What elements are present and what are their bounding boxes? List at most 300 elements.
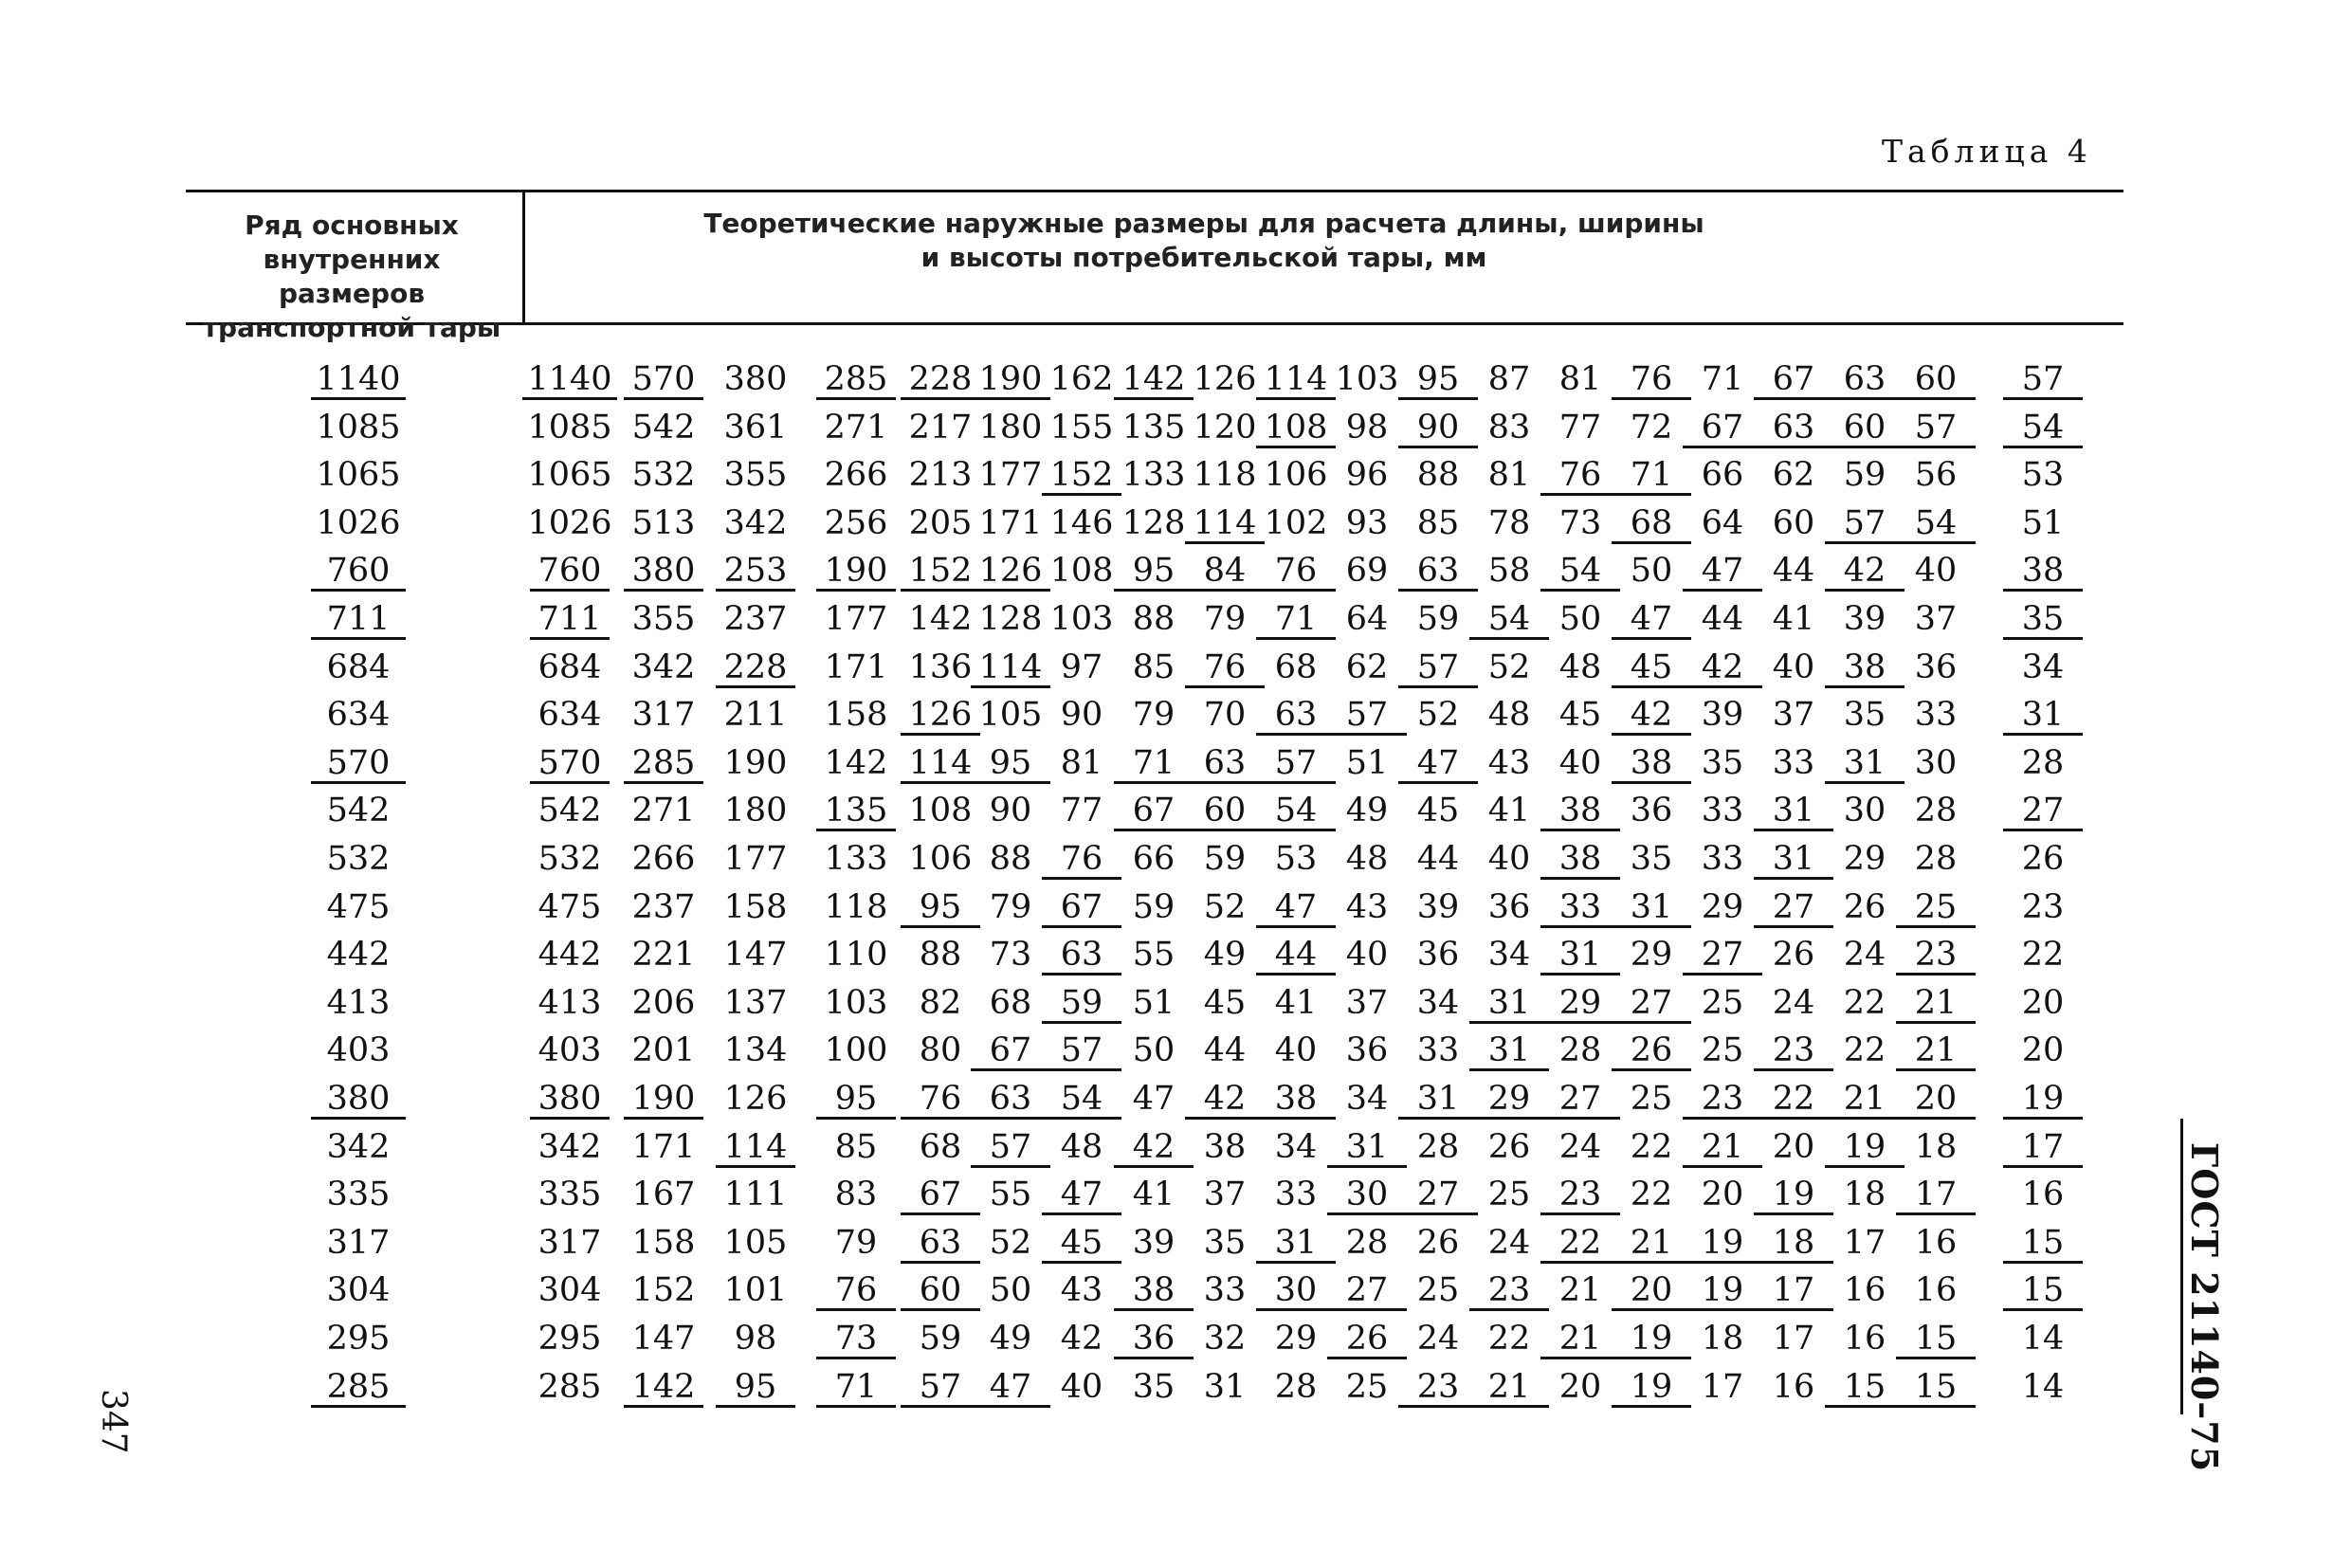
table-cell: 133 <box>824 840 888 878</box>
table-cell: 76 <box>1185 649 1265 688</box>
table-cell: 50 <box>989 1271 1032 1310</box>
table-cell: 76 <box>1540 457 1620 496</box>
table-cell: 98 <box>734 1320 777 1358</box>
table-cell: 63 <box>1256 697 1336 736</box>
table-cell: 42 <box>1612 697 1691 736</box>
table-cell: 38 <box>1203 1127 1247 1166</box>
table-cell: 98 <box>1345 408 1389 447</box>
table-cell: 33 <box>1540 889 1620 928</box>
table-cell: 76 <box>1042 841 1121 880</box>
table-cell: 67 <box>1042 889 1121 928</box>
table-cell: 108 <box>908 792 973 830</box>
table-cell: 15 <box>1896 1321 1976 1359</box>
row-base-size: 1026 <box>316 503 401 542</box>
row-base-size: 542 <box>326 792 391 830</box>
table-cell: 31 <box>1612 889 1691 928</box>
page-number: 347 <box>94 1389 133 1454</box>
table-cell: 126 <box>723 1080 788 1118</box>
table-cell: 15 <box>1825 1369 1904 1408</box>
table-cell: 33 <box>1701 840 1744 878</box>
table-cell: 29 <box>1274 1320 1318 1358</box>
table-cell: 63 <box>1398 553 1478 592</box>
table-cell: 285 <box>624 745 703 784</box>
table-cell: 36 <box>1345 1031 1389 1070</box>
table-cell: 20 <box>1896 1081 1976 1120</box>
table-cell: 76 <box>1612 361 1691 400</box>
table-cell: 25 <box>1487 1176 1531 1214</box>
table-cell: 475 <box>538 887 602 926</box>
table-cell: 147 <box>723 936 788 975</box>
table-cell: 73 <box>816 1321 896 1359</box>
row-base-size: 1085 <box>316 408 401 447</box>
table-cell: 87 <box>1487 360 1531 398</box>
table-cell: 27 <box>1612 985 1691 1024</box>
table-cell: 49 <box>989 1320 1032 1358</box>
table-cell: 47 <box>1683 553 1762 592</box>
table-caption: Таблица 4 <box>1882 133 2092 170</box>
table-cell: 43 <box>1345 887 1389 926</box>
table-cell: 26 <box>1612 1032 1691 1071</box>
table-cell: 43 <box>1060 1271 1103 1310</box>
table-cell: 760 <box>530 553 610 592</box>
table-cell: 21 <box>1896 1032 1976 1071</box>
table-cell: 49 <box>1345 792 1389 830</box>
table-cell: 59 <box>1416 600 1460 638</box>
table-cell: 95 <box>971 745 1050 784</box>
table-cell: 41 <box>1274 983 1318 1022</box>
table-cell: 135 <box>1121 408 1186 447</box>
table-cell: 126 <box>1193 360 1257 398</box>
table-cell: 19 <box>1754 1176 1833 1215</box>
table-cell: 81 <box>1060 743 1103 782</box>
table-cell: 167 <box>631 1176 696 1214</box>
table-cell: 90 <box>1398 410 1478 448</box>
table-cell: 103 <box>824 983 888 1022</box>
table-cell: 37 <box>1914 600 1958 638</box>
table-cell: 70 <box>1203 696 1247 735</box>
table-cell: 37 <box>1345 983 1389 1022</box>
table-cell: 19 <box>1825 1129 1904 1168</box>
table-cell: 63 <box>1042 937 1121 975</box>
table-cell: 26 <box>1327 1321 1407 1359</box>
table-cell: 162 <box>1049 360 1114 398</box>
table-cell: 118 <box>824 887 888 926</box>
table-cell: 31 <box>1754 793 1833 831</box>
table-cell: 42 <box>1185 1081 1265 1120</box>
table-cell: 25 <box>1896 889 1976 928</box>
table-cell: 111 <box>723 1176 788 1214</box>
table-cell: 16 <box>1843 1271 1886 1310</box>
table-cell: 52 <box>989 1223 1032 1262</box>
table-cell: 48 <box>1060 1127 1103 1166</box>
table-cell: 114 <box>971 649 1050 688</box>
table-cell: 85 <box>1416 503 1460 542</box>
side-title-rule <box>2180 1119 2183 1414</box>
table-cell: 21 <box>1683 1129 1762 1168</box>
table-cell: 101 <box>723 1271 788 1310</box>
table-cell: 45 <box>1203 983 1247 1022</box>
table-cell: 63 <box>971 1081 1050 1120</box>
row-base-size: 335 <box>326 1176 391 1214</box>
table-cell: 266 <box>824 456 888 495</box>
table-cell: 77 <box>1558 408 1602 447</box>
table-cell: 26 <box>1416 1223 1460 1262</box>
table-cell: 711 <box>530 601 610 640</box>
table-cell: 68 <box>989 983 1032 1022</box>
table-cell: 79 <box>1203 600 1247 638</box>
table-cell: 34 <box>1487 936 1531 975</box>
table-cell: 361 <box>723 408 788 447</box>
side-title: ГОСТ 21140–75 <box>2183 1142 2226 1473</box>
row-base-size: 711 <box>311 601 406 640</box>
table-cell: 54 <box>1469 601 1549 640</box>
table-cell: 256 <box>824 503 888 542</box>
row-base-size: 1065 <box>316 456 401 495</box>
table-cell: 49 <box>1203 936 1247 975</box>
table-cell: 78 <box>1487 503 1531 542</box>
table-cell: 59 <box>1843 456 1886 495</box>
table-cell: 84 <box>1185 553 1265 592</box>
table-cell: 26 <box>2021 840 2065 878</box>
table-cell: 71 <box>1701 360 1744 398</box>
table-cell: 24 <box>1487 1223 1531 1262</box>
table-cell: 342 <box>538 1127 602 1166</box>
row-base-size: 760 <box>311 553 406 592</box>
table-cell: 60 <box>1896 361 1976 400</box>
table-cell: 58 <box>1487 552 1531 591</box>
table-cell: 39 <box>1843 600 1886 638</box>
table-cell: 35 <box>1630 840 1673 878</box>
table-cell: 20 <box>2021 1031 2065 1070</box>
table-cell: 23 <box>1469 1272 1549 1311</box>
table-cell: 128 <box>978 600 1043 638</box>
table-cell: 28 <box>1558 1031 1602 1070</box>
table-cell: 29 <box>1701 887 1744 926</box>
table-cell: 16 <box>1772 1367 1815 1406</box>
table-cell: 21 <box>1825 1081 1904 1120</box>
table-cell: 36 <box>1630 792 1673 830</box>
table-cell: 33 <box>1914 696 1958 735</box>
table-cell: 103 <box>1049 600 1114 638</box>
table-cell: 1140 <box>522 361 617 400</box>
table-cell: 271 <box>824 408 888 447</box>
table-cell: 21 <box>1469 1369 1549 1408</box>
row-base-size: 684 <box>326 647 391 686</box>
table-cell: 47 <box>1612 601 1691 640</box>
row-base-size: 1140 <box>311 361 406 400</box>
table-cell: 51 <box>2021 503 2065 542</box>
table-cell: 532 <box>631 456 696 495</box>
table-cell: 40 <box>1274 1031 1318 1070</box>
table-cell: 253 <box>716 553 795 592</box>
table-cell: 19 <box>1683 1272 1762 1311</box>
table-cell: 38 <box>2003 553 2083 592</box>
table-cell: 126 <box>971 553 1050 592</box>
table-cell: 211 <box>723 696 788 735</box>
table-cell: 19 <box>1683 1225 1762 1264</box>
table-cell: 22 <box>1843 983 1886 1022</box>
table-cell: 63 <box>901 1225 980 1264</box>
table-cell: 76 <box>901 1081 980 1120</box>
table-cell: 25 <box>1630 1080 1673 1118</box>
table-cell: 17 <box>1754 1272 1833 1311</box>
table-cell: 47 <box>1132 1080 1176 1118</box>
table-cell: 20 <box>2021 983 2065 1022</box>
table-cell: 64 <box>1345 600 1389 638</box>
table-cell: 30 <box>1256 1272 1336 1311</box>
table-cell: 42 <box>1683 649 1762 688</box>
table-cell: 45 <box>1558 696 1602 735</box>
table-cell: 114 <box>1256 361 1336 400</box>
table-cell: 31 <box>1203 1367 1247 1406</box>
table-cell: 171 <box>824 647 888 686</box>
table-cell: 45 <box>1042 1225 1121 1264</box>
table-cell: 83 <box>1487 408 1531 447</box>
table-cell: 152 <box>631 1271 696 1310</box>
table-cell: 20 <box>1701 1176 1744 1214</box>
table-cell: 23 <box>1398 1369 1478 1408</box>
table-cell: 513 <box>631 503 696 542</box>
table-cell: 380 <box>624 553 703 592</box>
table-cell: 47 <box>1398 745 1478 784</box>
table-cell: 206 <box>631 983 696 1022</box>
table-cell: 33 <box>1274 1176 1318 1214</box>
table-cell: 76 <box>1256 553 1336 592</box>
table-cell: 22 <box>1754 1081 1833 1120</box>
table-cell: 158 <box>824 696 888 735</box>
table-cell: 27 <box>1754 889 1833 928</box>
table-cell: 142 <box>824 743 888 782</box>
table-cell: 22 <box>2021 936 2065 975</box>
table-cell: 190 <box>971 361 1050 400</box>
table-cell: 64 <box>1701 503 1744 542</box>
table-cell: 26 <box>1772 936 1815 975</box>
table-cell: 19 <box>1612 1369 1691 1408</box>
table-cell: 36 <box>1914 647 1958 686</box>
table-cell: 31 <box>1754 841 1833 880</box>
table-cell: 35 <box>1843 696 1886 735</box>
table-cell: 24 <box>1416 1320 1460 1358</box>
table-cell: 88 <box>1132 600 1176 638</box>
table-cell: 19 <box>2003 1081 2083 1120</box>
table-cell: 317 <box>631 696 696 735</box>
table-cell: 88 <box>1416 456 1460 495</box>
table-cell: 342 <box>631 647 696 686</box>
table-cell: 380 <box>723 360 788 398</box>
row-base-size: 295 <box>326 1320 391 1358</box>
table-cell: 355 <box>723 456 788 495</box>
table-cell: 59 <box>919 1320 962 1358</box>
table-cell: 29 <box>1843 840 1886 878</box>
table-cell: 40 <box>1060 1367 1103 1406</box>
table-cell: 81 <box>1487 456 1531 495</box>
table-cell: 413 <box>538 983 602 1022</box>
table-cell: 41 <box>1132 1176 1176 1214</box>
table-cell: 27 <box>2003 793 2083 831</box>
table-cell: 66 <box>1132 840 1176 878</box>
table-cell: 79 <box>834 1223 878 1262</box>
table-cell: 31 <box>1540 937 1620 975</box>
table-cell: 59 <box>1042 985 1121 1024</box>
table-cell: 81 <box>1558 360 1602 398</box>
table-cell: 66 <box>1701 456 1744 495</box>
table-cell: 40 <box>1487 840 1531 878</box>
table-cell: 77 <box>1060 792 1103 830</box>
table-cell: 542 <box>538 792 602 830</box>
table-cell: 79 <box>1132 696 1176 735</box>
table-cell: 155 <box>1049 408 1114 447</box>
table-cell: 39 <box>1132 1223 1176 1262</box>
table-cell: 180 <box>723 792 788 830</box>
table-cell: 228 <box>901 361 980 400</box>
table-cell: 28 <box>2021 743 2065 782</box>
table-cell: 24 <box>1843 936 1886 975</box>
table-cell: 177 <box>824 600 888 638</box>
table-cell: 40 <box>1772 647 1815 686</box>
table-cell: 30 <box>1327 1176 1407 1215</box>
table-cell: 35 <box>1203 1223 1247 1262</box>
table-cell: 295 <box>538 1320 602 1358</box>
table-cell: 44 <box>1416 840 1460 878</box>
table-cell: 31 <box>1398 1081 1478 1120</box>
table-cell: 33 <box>1203 1271 1247 1310</box>
table-cell: 42 <box>1825 553 1904 592</box>
table-cell: 147 <box>631 1320 696 1358</box>
table-cell: 570 <box>624 361 703 400</box>
table-cell: 40 <box>1558 743 1602 782</box>
table-cell: 35 <box>1132 1367 1176 1406</box>
table-cell: 96 <box>1345 456 1389 495</box>
table-cell: 59 <box>1132 887 1176 926</box>
table-cell: 16 <box>1843 1320 1886 1358</box>
table-cell: 30 <box>1914 743 1958 782</box>
table-cell: 57 <box>1825 505 1904 544</box>
table-cell: 26 <box>1843 887 1886 926</box>
table-cell: 68 <box>919 1127 962 1166</box>
table-cell: 237 <box>631 887 696 926</box>
table-cell: 31 <box>2003 697 2083 736</box>
table-cell: 38 <box>1612 745 1691 784</box>
table-cell: 126 <box>901 697 980 736</box>
table-cell: 27 <box>1327 1272 1407 1311</box>
table-cell: 146 <box>1049 503 1114 542</box>
table-cell: 128 <box>1121 503 1186 542</box>
table-cell: 31 <box>1469 1032 1549 1071</box>
header-left-line-3: транспортной тары <box>202 312 501 343</box>
table-cell: 21 <box>1612 1225 1691 1264</box>
table-cell: 45 <box>1416 792 1460 830</box>
table-cell: 22 <box>1630 1176 1673 1214</box>
table-cell: 67 <box>971 1032 1050 1071</box>
table-cell: 80 <box>919 1031 962 1070</box>
table-cell: 27 <box>1540 1081 1620 1120</box>
table-cell: 63 <box>1754 410 1833 448</box>
table-cell: 135 <box>816 793 896 831</box>
table-cell: 1085 <box>527 408 612 447</box>
table-cell: 93 <box>1345 503 1389 542</box>
table-cell: 95 <box>1398 361 1478 400</box>
table-cell: 335 <box>538 1176 602 1214</box>
table-cell: 152 <box>901 553 980 592</box>
table-cell: 23 <box>1896 937 1976 975</box>
table-cell: 100 <box>824 1031 888 1070</box>
table-cell: 442 <box>538 936 602 975</box>
table-cell: 79 <box>989 887 1032 926</box>
table-cell: 28 <box>1274 1367 1318 1406</box>
table-cell: 53 <box>2021 456 2065 495</box>
table-cell: 18 <box>1914 1127 1958 1166</box>
table-cell: 40 <box>1914 552 1958 591</box>
table-cell: 67 <box>1114 793 1194 831</box>
table-cell: 25 <box>1701 983 1744 1022</box>
table-cell: 34 <box>1416 983 1460 1022</box>
table-cell: 68 <box>1612 505 1691 544</box>
table-cell: 271 <box>631 792 696 830</box>
table-cell: 34 <box>1274 1127 1318 1166</box>
table-cell: 205 <box>908 503 973 542</box>
table-cell: 108 <box>1256 410 1336 448</box>
table-cell: 97 <box>1060 647 1103 686</box>
table-cell: 39 <box>1701 696 1744 735</box>
table-cell: 88 <box>919 936 962 975</box>
table-cell: 63 <box>1185 745 1265 784</box>
table-cell: 83 <box>834 1176 878 1214</box>
table-cell: 29 <box>1469 1081 1549 1120</box>
table-cell: 31 <box>1825 745 1904 784</box>
table-cell: 684 <box>538 647 602 686</box>
table-cell: 54 <box>2003 410 2083 448</box>
row-base-size: 413 <box>326 983 391 1022</box>
table-cell: 54 <box>1256 793 1336 831</box>
table-cell: 22 <box>1630 1127 1673 1166</box>
header-left-line-1: Ряд основных <box>245 210 459 241</box>
table-cell: 24 <box>1772 983 1815 1022</box>
table-cell: 76 <box>816 1272 896 1311</box>
table-cell: 54 <box>1896 505 1976 544</box>
table-cell: 63 <box>1825 361 1904 400</box>
table-cell: 21 <box>1896 985 1976 1024</box>
row-base-size: 634 <box>326 696 391 735</box>
table-cell: 28 <box>1914 840 1958 878</box>
table-cell: 45 <box>1612 649 1691 688</box>
table-cell: 190 <box>816 553 896 592</box>
table-cell: 52 <box>1487 647 1531 686</box>
table-cell: 42 <box>1060 1320 1103 1358</box>
table-cell: 634 <box>538 696 602 735</box>
table-cell: 190 <box>723 743 788 782</box>
table-cell: 28 <box>1914 792 1958 830</box>
table-cell: 380 <box>530 1081 610 1120</box>
table-cell: 108 <box>1049 552 1114 591</box>
table-cell: 177 <box>723 840 788 878</box>
table-cell: 21 <box>1558 1271 1602 1310</box>
table-cell: 1026 <box>527 503 612 542</box>
table-cell: 90 <box>989 792 1032 830</box>
table-cell: 14 <box>2021 1320 2065 1358</box>
row-base-size: 317 <box>326 1223 391 1262</box>
table-cell: 22 <box>1843 1031 1886 1070</box>
header-right-line-2: и высоты потребительской тары, мм <box>920 242 1487 273</box>
row-base-size: 342 <box>326 1127 391 1166</box>
table-cell: 57 <box>901 1369 980 1408</box>
table-cell: 36 <box>1416 936 1460 975</box>
table-cell: 342 <box>723 503 788 542</box>
table-cell: 532 <box>538 840 602 878</box>
table-cell: 237 <box>723 600 788 638</box>
table-cell: 60 <box>1825 410 1904 448</box>
table-cell: 72 <box>1630 408 1673 447</box>
table-cell: 90 <box>1060 696 1103 735</box>
